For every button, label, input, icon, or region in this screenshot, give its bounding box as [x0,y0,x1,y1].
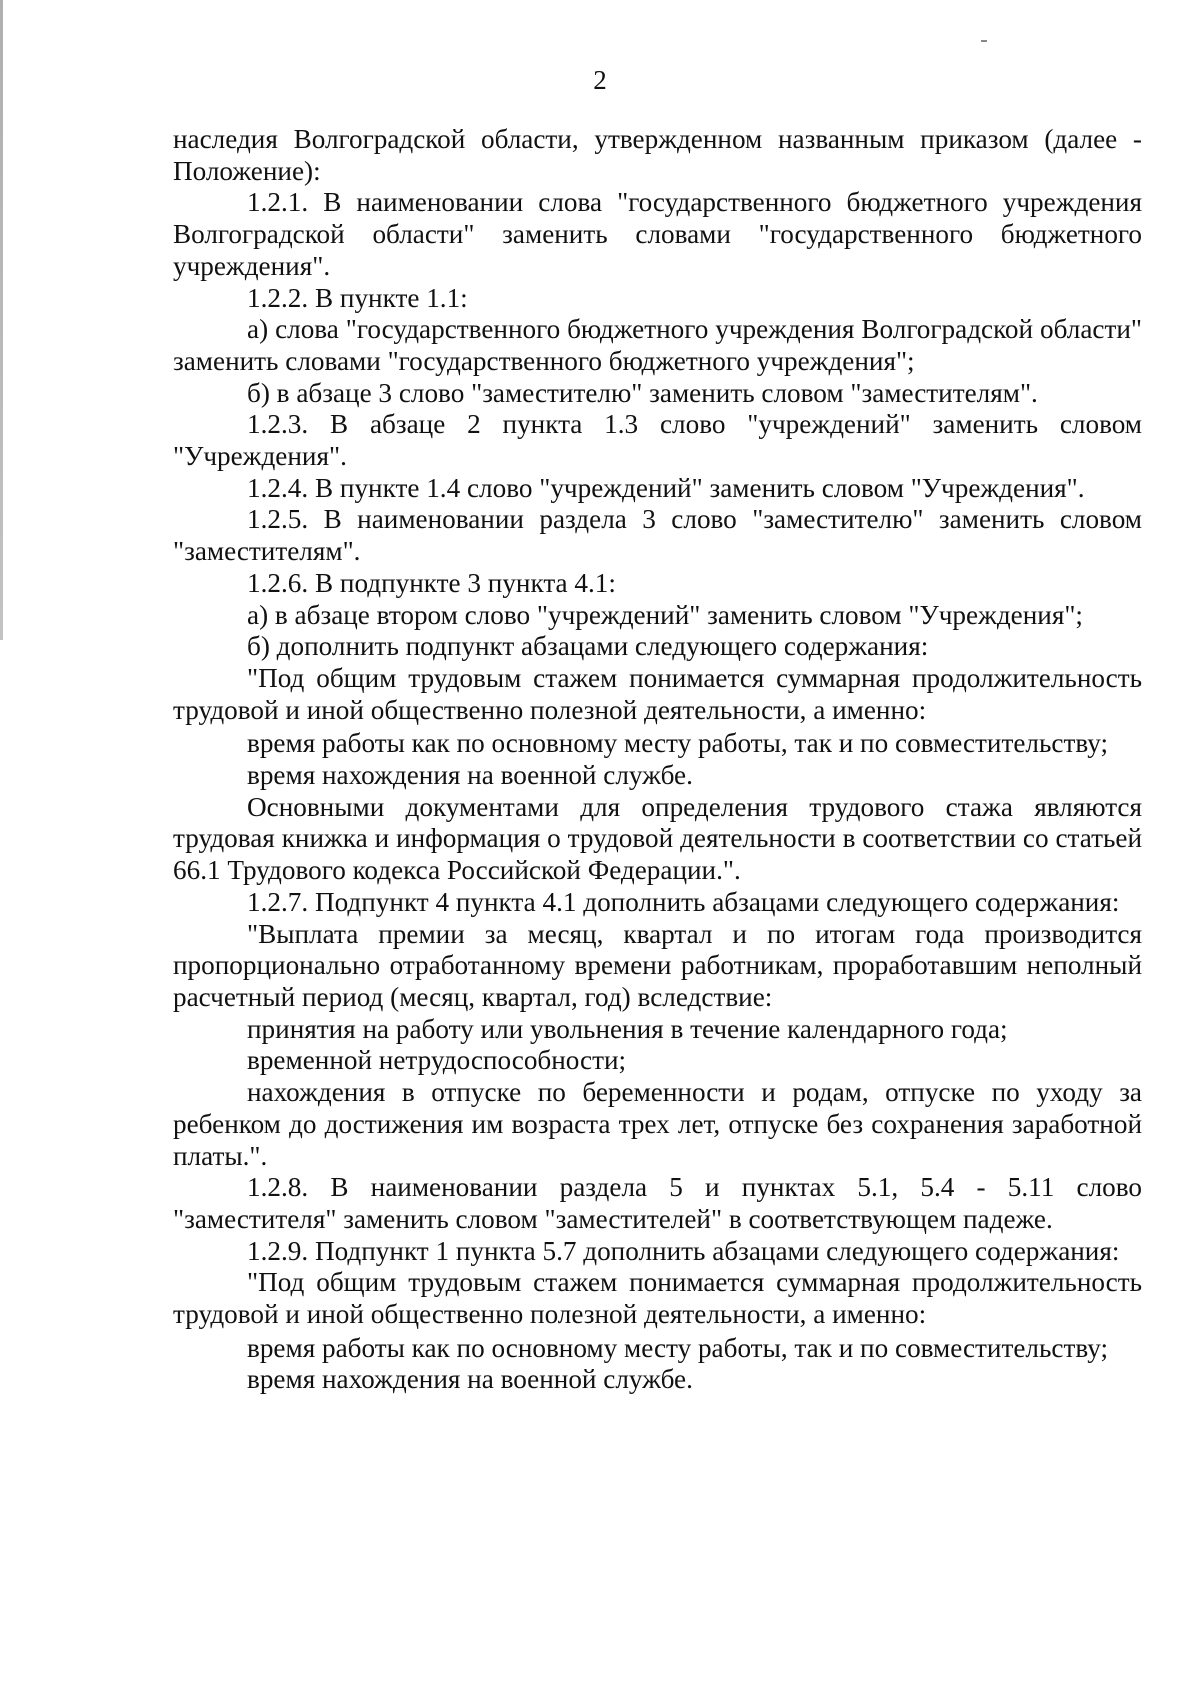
page-number: 2 [593,65,607,95]
quote-list-item: время работы как по основному месту работы, так и по совместительству; [247,1332,1109,1363]
document-body [173,124,1142,1396]
paragraph-1-2-2-a: а) слова "государственного бюджетного учреждения Волгоградской области" заменить словами "государственного бюджетного учреждения"; [173,314,1142,376]
paragraph: наследия Волгоградской области, утвержденном названным приказом (далее - Положение): [173,124,1142,186]
paragraph-1-2-2-b: б) в абзаце 3 слово "заместителю" заменить словом "заместителям". [247,377,1038,408]
paragraph-1-2-4: 1.2.4. В пункте 1.4 слово "учреждений" заменить словом "Учреждения". [247,472,1085,503]
paragraph-1-2-5: 1.2.5. В наименовании раздела 3 слово "заместителю" заменить словом "заместителям". [173,504,1142,567]
quote-list-item: время нахождения на военной службе. [247,760,693,791]
quote-list-item: временной нетрудоспособности; [247,1045,627,1076]
paragraph-1-2-1: 1.2.1. В наименовании слова "государственного бюджетного учреждения Волгоградской области" заменить словами "государственного бюджетного учреждения". [173,187,1142,281]
quote-list-item: принятия на работу или увольнения в течение календарного года; [247,1013,1008,1044]
quote-general-experience: "Под общим трудовым стажем понимается суммарная продолжительность трудовой и иной общественно полезной деятельности, а именно: [173,1267,1142,1330]
paragraph-1-2-3: 1.2.3. В абзаце 2 пункта 1.3 слово "учреждений" заменить словом "Учреждения". [173,409,1142,472]
paragraph-1-2-9: 1.2.9. Подпункт 1 пункта 5.7 дополнить абзацами следующего содержания: [247,1235,1120,1266]
quote-list-item: время работы как по основному месту работы, так и по совместительству; [247,728,1109,759]
quote-documents: Основными документами для определения трудового стажа являются трудовая книжка и информация о трудовой деятельности в соответствии со статьей 66.1 Трудового кодекса Российской Федерации.". [173,791,1142,886]
scan-edge-shadow [0,0,3,640]
quote-general-experience: "Под общим трудовым стажем понимается суммарная продолжительность трудовой и иной общественно полезной деятельности, а именно: [173,662,1142,725]
paragraph-1-2-6-a: а) в абзаце втором слово "учреждений" заменить словом "Учреждения"; [247,599,1083,630]
paragraph-1-2-7: 1.2.7. Подпункт 4 пункта 4.1 дополнить абзацами следующего содержания: [247,886,1120,917]
paragraph-1-2-8: 1.2.8. В наименовании раздела 5 и пунктах 5.1, 5.4 - 5.11 слово "заместителя" заменить словом "заместителей" в соответствующем падеже. [173,1172,1142,1234]
quote-list-item: нахождения в отпуске по беременности и родам, отпуске по уходу за ребенком до достижения им возраста трех лет, отпуске без сохранения заработной платы.". [173,1077,1142,1171]
paragraph-1-2-6: 1.2.6. В подпункте 3 пункта 4.1: [247,567,616,598]
scan-speck [981,40,987,42]
quote-bonus-payment: "Выплата премии за месяц, квартал и по итогам года производится пропорционально отработанному времени работникам, проработавшим неполный расчетный период (месяц, квартал, год) вследствие: [173,918,1142,1012]
paragraph-1-2-6-b: б) дополнить подпункт абзацами следующего содержания: [247,631,929,662]
quote-list-item: время нахождения на военной службе. [247,1364,693,1395]
paragraph-1-2-2: 1.2.2. В пункте 1.1: [247,282,468,313]
